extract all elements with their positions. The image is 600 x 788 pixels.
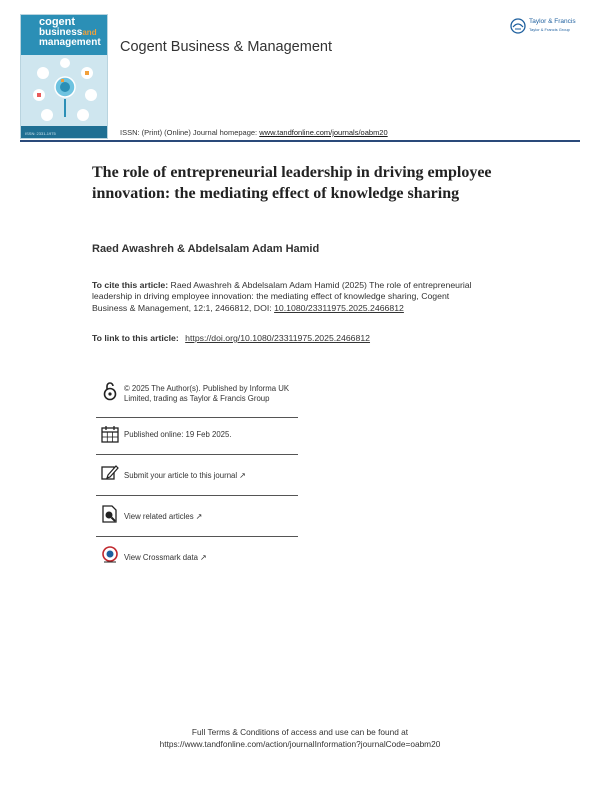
issn-line: [120, 128, 388, 137]
cover-title-line3: management: [39, 37, 101, 48]
article-info-list: [96, 377, 298, 578]
related-articles-icon: [100, 504, 120, 524]
submit-item[interactable]: [96, 455, 298, 496]
external-link-icon: ↗: [239, 471, 246, 480]
external-link-icon: ↗: [199, 553, 207, 562]
article-title: The role of entrepreneurial leadership in driving employee innovation: the mediating effect of knowledge sharing: [92, 164, 492, 202]
cover-title-and: and: [82, 28, 97, 37]
published-item: [96, 418, 298, 455]
citation-label: To cite this article:: [92, 280, 169, 290]
journal-cover[interactable]: [20, 14, 108, 139]
journal-homepage-link[interactable]: www.tandfonline.com/journals/oabm20: [259, 128, 388, 137]
cover-illustration: [25, 57, 105, 127]
related-articles-link[interactable]: View related articles ↗: [124, 512, 203, 521]
issn-text: ISSN: (Print) (Online) Journal homepage:: [120, 128, 258, 137]
footer-terms-link[interactable]: https://www.tandfonline.com/action/journalInformation?journalCode=oabm20: [159, 739, 441, 749]
submit-link[interactable]: Submit your article to this journal ↗: [124, 471, 246, 480]
license-text: © 2025 The Author(s). Published by Informa UK Limited, trading as Taylor & Francis Group: [124, 384, 290, 403]
related-item[interactable]: [96, 496, 298, 537]
cover-title-line1: cogent: [39, 16, 76, 28]
external-link-icon: ↗: [195, 512, 203, 521]
crossmark-icon: [100, 545, 120, 565]
published-date: Published online: 19 Feb 2025.: [124, 430, 232, 439]
journal-name[interactable]: Cogent Business & Management: [120, 39, 332, 55]
publisher-logo[interactable]: [510, 16, 590, 36]
cover-title-line2: businessand: [39, 27, 97, 38]
publisher-name: Taylor & Francis: [529, 18, 576, 25]
cover-footer-text: ISSN: 2331-1975: [25, 131, 56, 136]
crossmark-item[interactable]: [96, 537, 298, 578]
edit-icon: [100, 463, 120, 483]
footer: [0, 726, 600, 750]
cover-title: [21, 15, 107, 55]
publisher-logo-icon: [510, 18, 526, 34]
article-doi-url[interactable]: https://doi.org/10.1080/23311975.2025.2466812: [185, 333, 371, 343]
open-access-icon: [100, 381, 120, 401]
article-link-row: [92, 333, 370, 343]
citation-text: Raed Awashreh & Abdelsalam Adam Hamid (2025) The role of entrepreneurial leadership in driving employee innovation: the mediating effect of knowledge sharing, Cogent Business & Management, 12:1, 2466812, DOI:: [92, 280, 472, 313]
calendar-icon: [100, 424, 120, 444]
crossmark-link[interactable]: View Crossmark data ↗: [124, 553, 207, 562]
citation-block: [92, 280, 482, 314]
footer-terms-text: Full Terms & Conditions of access and use can be found at: [191, 727, 409, 737]
license-item[interactable]: [96, 377, 298, 418]
article-link-label: To link to this article:: [92, 333, 179, 343]
article-authors: Raed Awashreh & Abdelsalam Adam Hamid: [92, 243, 320, 255]
header-divider: [20, 140, 580, 142]
citation-doi-link[interactable]: 10.1080/23311975.2025.2466812: [274, 302, 404, 313]
publisher-group: Taylor & Francis Group: [529, 27, 570, 32]
